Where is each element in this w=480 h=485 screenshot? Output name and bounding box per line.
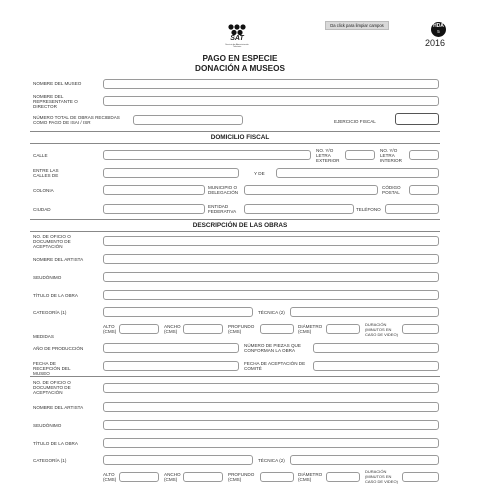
pieces-label-1: NÚMERO DE PIEZAS QUE CONFORMAN LA OBRA bbox=[244, 343, 301, 354]
pseudonym-field-1[interactable] bbox=[103, 272, 439, 282]
state-field[interactable] bbox=[244, 204, 354, 214]
technique-label-1: TÉCNICA (2) bbox=[258, 310, 285, 315]
ext-no-label: NO. Y/O LETRA EXTERIOR bbox=[316, 148, 340, 164]
production-year-label-1: AÑO DE PRODUCCIÓN bbox=[33, 346, 84, 351]
phone-field[interactable] bbox=[385, 204, 439, 214]
municipality-label: MUNICIPIO O DELEGACIÓN bbox=[208, 185, 239, 196]
colonia-field[interactable] bbox=[103, 185, 205, 195]
state-label: ENTIDAD FEDERATIVA bbox=[208, 204, 237, 215]
clear-fields-button[interactable]: Da click para limpiar campos bbox=[325, 21, 389, 30]
fiscal-year-field[interactable] bbox=[395, 113, 439, 125]
pseudonym-label-2: SEUDÓNIMO bbox=[33, 423, 62, 428]
work-title-label-1: TÍTULO DE LA OBRA bbox=[33, 293, 78, 298]
category-label-1: CATEGORÍA (1) bbox=[33, 310, 67, 315]
street-label: CALLE bbox=[33, 153, 48, 158]
duration-label-2: DURACIÓN (MINUTOS EN CASO DE VIDEO) bbox=[365, 469, 398, 485]
postal-code-label: CÓDIGO POSTAL bbox=[382, 185, 401, 196]
artist-label-1: NOMBRE DEL ARTISTA bbox=[33, 257, 84, 262]
measures-label-1: MEDIDAS bbox=[33, 334, 54, 339]
technique-label-2: TÉCNICA (2) bbox=[258, 458, 285, 463]
office-no-field-1[interactable] bbox=[103, 236, 439, 246]
work-title-label-2: TÍTULO DE LA OBRA bbox=[33, 441, 78, 446]
form-year: 2016 bbox=[424, 38, 446, 48]
height-field-2[interactable] bbox=[119, 472, 159, 482]
between-street-1-field[interactable] bbox=[103, 168, 239, 178]
technique-field-2[interactable] bbox=[290, 455, 439, 465]
domicilio-top-line bbox=[30, 131, 440, 132]
obras-section-title: DESCRIPCIÓN DE LAS OBRAS bbox=[192, 222, 288, 229]
between-streets-label: ENTRE LAS CALLES DE bbox=[33, 168, 59, 179]
int-no-label: NO. Y/O LETRA INTERIOR bbox=[380, 148, 402, 164]
municipality-field[interactable] bbox=[244, 185, 378, 195]
sat-logo bbox=[222, 23, 252, 51]
work-title-field-2[interactable] bbox=[103, 438, 439, 448]
pseudonym-field-2[interactable] bbox=[103, 420, 439, 430]
logo-subtext: Servicio de Administración Tributaria bbox=[225, 44, 249, 49]
work-separator-line bbox=[30, 376, 440, 377]
representative-label: NOMBRE DEL REPRESENTANTE O DIRECTOR bbox=[33, 94, 78, 110]
office-no-label-1: NO. DE OFICIO O DOCUMENTO DE ACEPTACIÓN bbox=[33, 234, 71, 250]
form-title-1: PAGO EN ESPECIE bbox=[202, 54, 278, 63]
category-field-2[interactable] bbox=[103, 455, 253, 465]
diameter-label-2: DIÁMETRO (CMS) bbox=[298, 472, 323, 483]
office-no-label-2: NO. DE OFICIO O DOCUMENTO DE ACEPTACIÓN bbox=[33, 380, 71, 396]
fiscal-year-label: EJERCICIO FISCAL bbox=[334, 119, 376, 124]
duration-label-1: DURACIÓN (MINUTOS EN CASO DE VIDEO) bbox=[365, 322, 398, 338]
between-street-2-field[interactable] bbox=[276, 168, 439, 178]
colonia-label: COLONIA bbox=[33, 188, 54, 193]
height-field-1[interactable] bbox=[119, 324, 159, 334]
artist-field-1[interactable] bbox=[103, 254, 439, 264]
diameter-field-2[interactable] bbox=[326, 472, 360, 482]
total-works-label: NÚMERO TOTAL DE OBRAS RECIBIDAS COMO PAGO DE ISAI / ISR bbox=[33, 115, 120, 126]
duration-field-1[interactable] bbox=[402, 324, 439, 334]
obras-bottom-line bbox=[30, 231, 440, 232]
phone-label: TELÉFONO bbox=[356, 207, 381, 212]
depth-label-2: PROFUNDO (CMS) bbox=[228, 472, 255, 483]
and-label: Y DE bbox=[254, 171, 265, 176]
street-field[interactable] bbox=[103, 150, 311, 160]
reception-date-label-1: FECHA DE RECEPCIÓN DEL MUSEO bbox=[33, 361, 71, 377]
form-code: HDA bbox=[433, 23, 444, 29]
duration-field-2[interactable] bbox=[402, 472, 439, 482]
pieces-field-1[interactable] bbox=[313, 343, 439, 353]
city-label: CIUDAD bbox=[33, 207, 51, 212]
int-no-field[interactable] bbox=[409, 150, 439, 160]
artist-field-2[interactable] bbox=[103, 402, 439, 412]
representative-field[interactable] bbox=[103, 96, 439, 106]
form-badge bbox=[431, 22, 446, 37]
width-field-2[interactable] bbox=[183, 472, 223, 482]
obras-top-line bbox=[30, 219, 440, 220]
technique-field-1[interactable] bbox=[290, 307, 439, 317]
width-label-2: ANCHO (CMS) bbox=[164, 472, 181, 483]
form-number: 5 bbox=[437, 29, 440, 34]
category-field-1[interactable] bbox=[103, 307, 253, 317]
logo-text: SAT bbox=[230, 35, 244, 42]
museum-name-field[interactable] bbox=[103, 79, 439, 89]
production-year-field-1[interactable] bbox=[103, 343, 239, 353]
domicilio-bottom-line bbox=[30, 143, 440, 144]
depth-field-1[interactable] bbox=[260, 324, 294, 334]
city-field[interactable] bbox=[103, 204, 205, 214]
ext-no-field[interactable] bbox=[345, 150, 375, 160]
artist-label-2: NOMBRE DEL ARTISTA bbox=[33, 405, 84, 410]
width-label-1: ANCHO (CMS) bbox=[164, 324, 181, 335]
depth-label-1: PROFUNDO (CMS) bbox=[228, 324, 255, 335]
museum-name-label: NOMBRE DEL MUSEO bbox=[33, 81, 82, 86]
reception-date-field-1[interactable] bbox=[103, 361, 239, 371]
diameter-label-1: DIÁMETRO (CMS) bbox=[298, 324, 323, 335]
width-field-1[interactable] bbox=[183, 324, 223, 334]
height-label-2: ALTO (CMS) bbox=[103, 472, 117, 483]
depth-field-2[interactable] bbox=[260, 472, 294, 482]
work-title-field-1[interactable] bbox=[103, 290, 439, 300]
office-no-field-2[interactable] bbox=[103, 383, 439, 393]
category-label-2: CATEGORÍA (1) bbox=[33, 458, 67, 463]
pseudonym-label-1: SEUDÓNIMO bbox=[33, 275, 62, 280]
diameter-field-1[interactable] bbox=[326, 324, 360, 334]
postal-code-field[interactable] bbox=[409, 185, 439, 195]
height-label-1: ALTO (CMS) bbox=[103, 324, 117, 335]
total-works-field[interactable] bbox=[133, 115, 243, 125]
acceptance-date-label-1: FECHA DE ACEPTACIÓN DE COMITÉ bbox=[244, 361, 306, 372]
acceptance-date-field-1[interactable] bbox=[313, 361, 439, 371]
domicilio-section-title: DOMICILIO FISCAL bbox=[210, 134, 270, 141]
form-title-2: DONACIÓN A MUSEOS bbox=[195, 64, 285, 73]
